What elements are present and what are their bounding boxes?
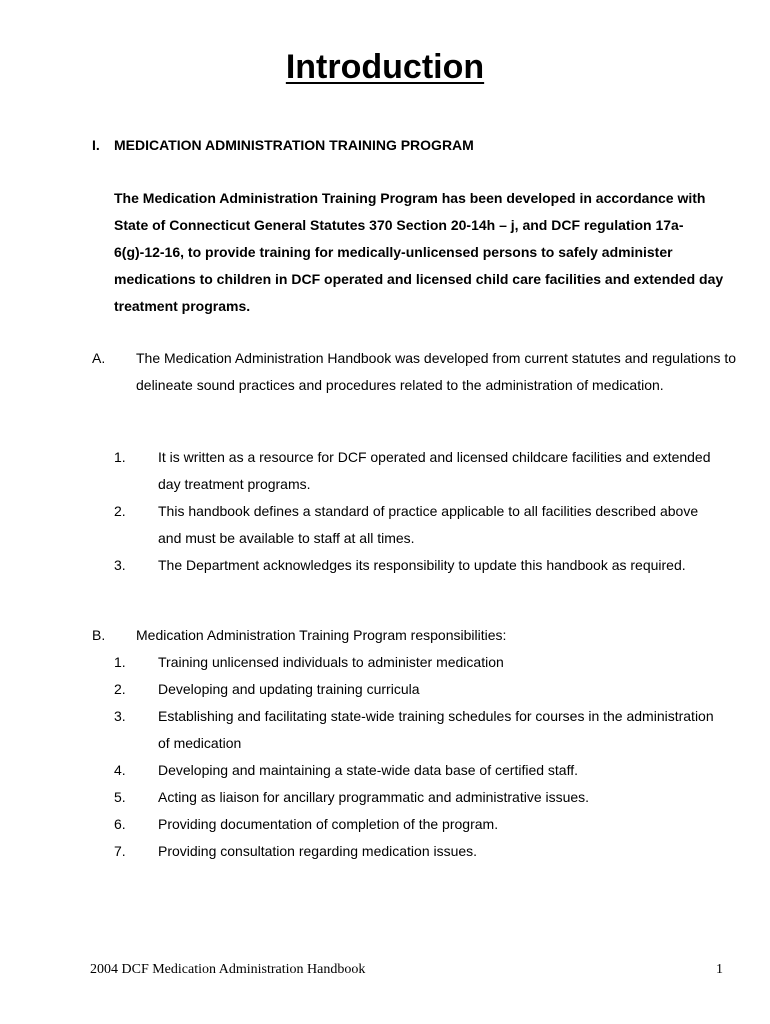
list-item-number: 4. bbox=[114, 762, 126, 778]
list-item bbox=[114, 498, 716, 552]
subsection-b-marker: B. bbox=[92, 627, 106, 643]
section-heading bbox=[92, 135, 474, 155]
list-item-number: 2. bbox=[114, 503, 126, 519]
list-item bbox=[114, 444, 716, 498]
list-item bbox=[114, 676, 716, 703]
list-item-text: This handbook defines a standard of practice applicable to all facilities described above and must be available to staff at all times. bbox=[158, 503, 699, 546]
list-item-text: Providing documentation of completion of the program. bbox=[158, 816, 499, 832]
subsection-b-text: Medication Administration Training Program responsibilities: bbox=[136, 627, 507, 643]
subsection-b bbox=[92, 622, 756, 649]
subsection-a-text: The Medication Administration Handbook was developed from current statutes and regulations to delineate sound practices and procedures related to the administration of medication. bbox=[136, 350, 737, 393]
list-item bbox=[114, 649, 716, 676]
subsection-a-marker: A. bbox=[92, 350, 106, 366]
list-item-number: 6. bbox=[114, 816, 126, 832]
list-item bbox=[114, 784, 716, 811]
list-item bbox=[114, 838, 716, 865]
list-item-text: The Department acknowledges its responsibility to update this handbook as required. bbox=[158, 557, 686, 573]
list-item bbox=[114, 757, 716, 784]
list-item-text: Developing and maintaining a state-wide data base of certified staff. bbox=[158, 762, 578, 778]
list-item-text: Providing consultation regarding medication issues. bbox=[158, 843, 478, 859]
list-item-text: It is written as a resource for DCF operated and licensed childcare facilities and extended day treatment programs. bbox=[158, 449, 711, 492]
section-intro-paragraph: The Medication Administration Training Program has been developed in accordance with State of Connecticut General Statutes 370 Section 20-14h – j, and DCF regulation 17a-6(g)-12-16, to provide training for medically-unlicensed persons to safely administer medications to children in DCF operated and licensed child care facilities and extended day treatment programs. bbox=[114, 190, 724, 314]
list-item-number: 1. bbox=[114, 654, 126, 670]
list-item bbox=[114, 703, 716, 757]
list-item bbox=[114, 552, 716, 579]
list-item-number: 3. bbox=[114, 557, 126, 573]
subsection-a bbox=[92, 345, 756, 399]
list-item-text: Training unlicensed individuals to administer medication bbox=[158, 654, 504, 670]
section-number: I. bbox=[92, 137, 100, 153]
list-item-number: 3. bbox=[114, 708, 126, 724]
list-item-text: Acting as liaison for ancillary programmatic and administrative issues. bbox=[158, 789, 590, 805]
list-item-number: 2. bbox=[114, 681, 126, 697]
list-item-number: 7. bbox=[114, 843, 126, 859]
list-item-number: 5. bbox=[114, 789, 126, 805]
subsection-a-list bbox=[114, 444, 716, 579]
footer-document-title: 2004 DCF Medication Administration Handbook bbox=[90, 962, 366, 977]
list-item-number: 1. bbox=[114, 449, 126, 465]
list-item-text: Developing and updating training curricula bbox=[158, 681, 420, 697]
list-item bbox=[114, 811, 716, 838]
section-heading-text: MEDICATION ADMINISTRATION TRAINING PROGRAM bbox=[114, 137, 474, 153]
page-title: Introduction bbox=[285, 48, 485, 86]
subsection-b-list bbox=[114, 649, 716, 865]
footer-page-number: 1 bbox=[716, 962, 723, 977]
list-item-text: Establishing and facilitating state-wide training schedules for courses in the administration of medication bbox=[158, 708, 714, 751]
